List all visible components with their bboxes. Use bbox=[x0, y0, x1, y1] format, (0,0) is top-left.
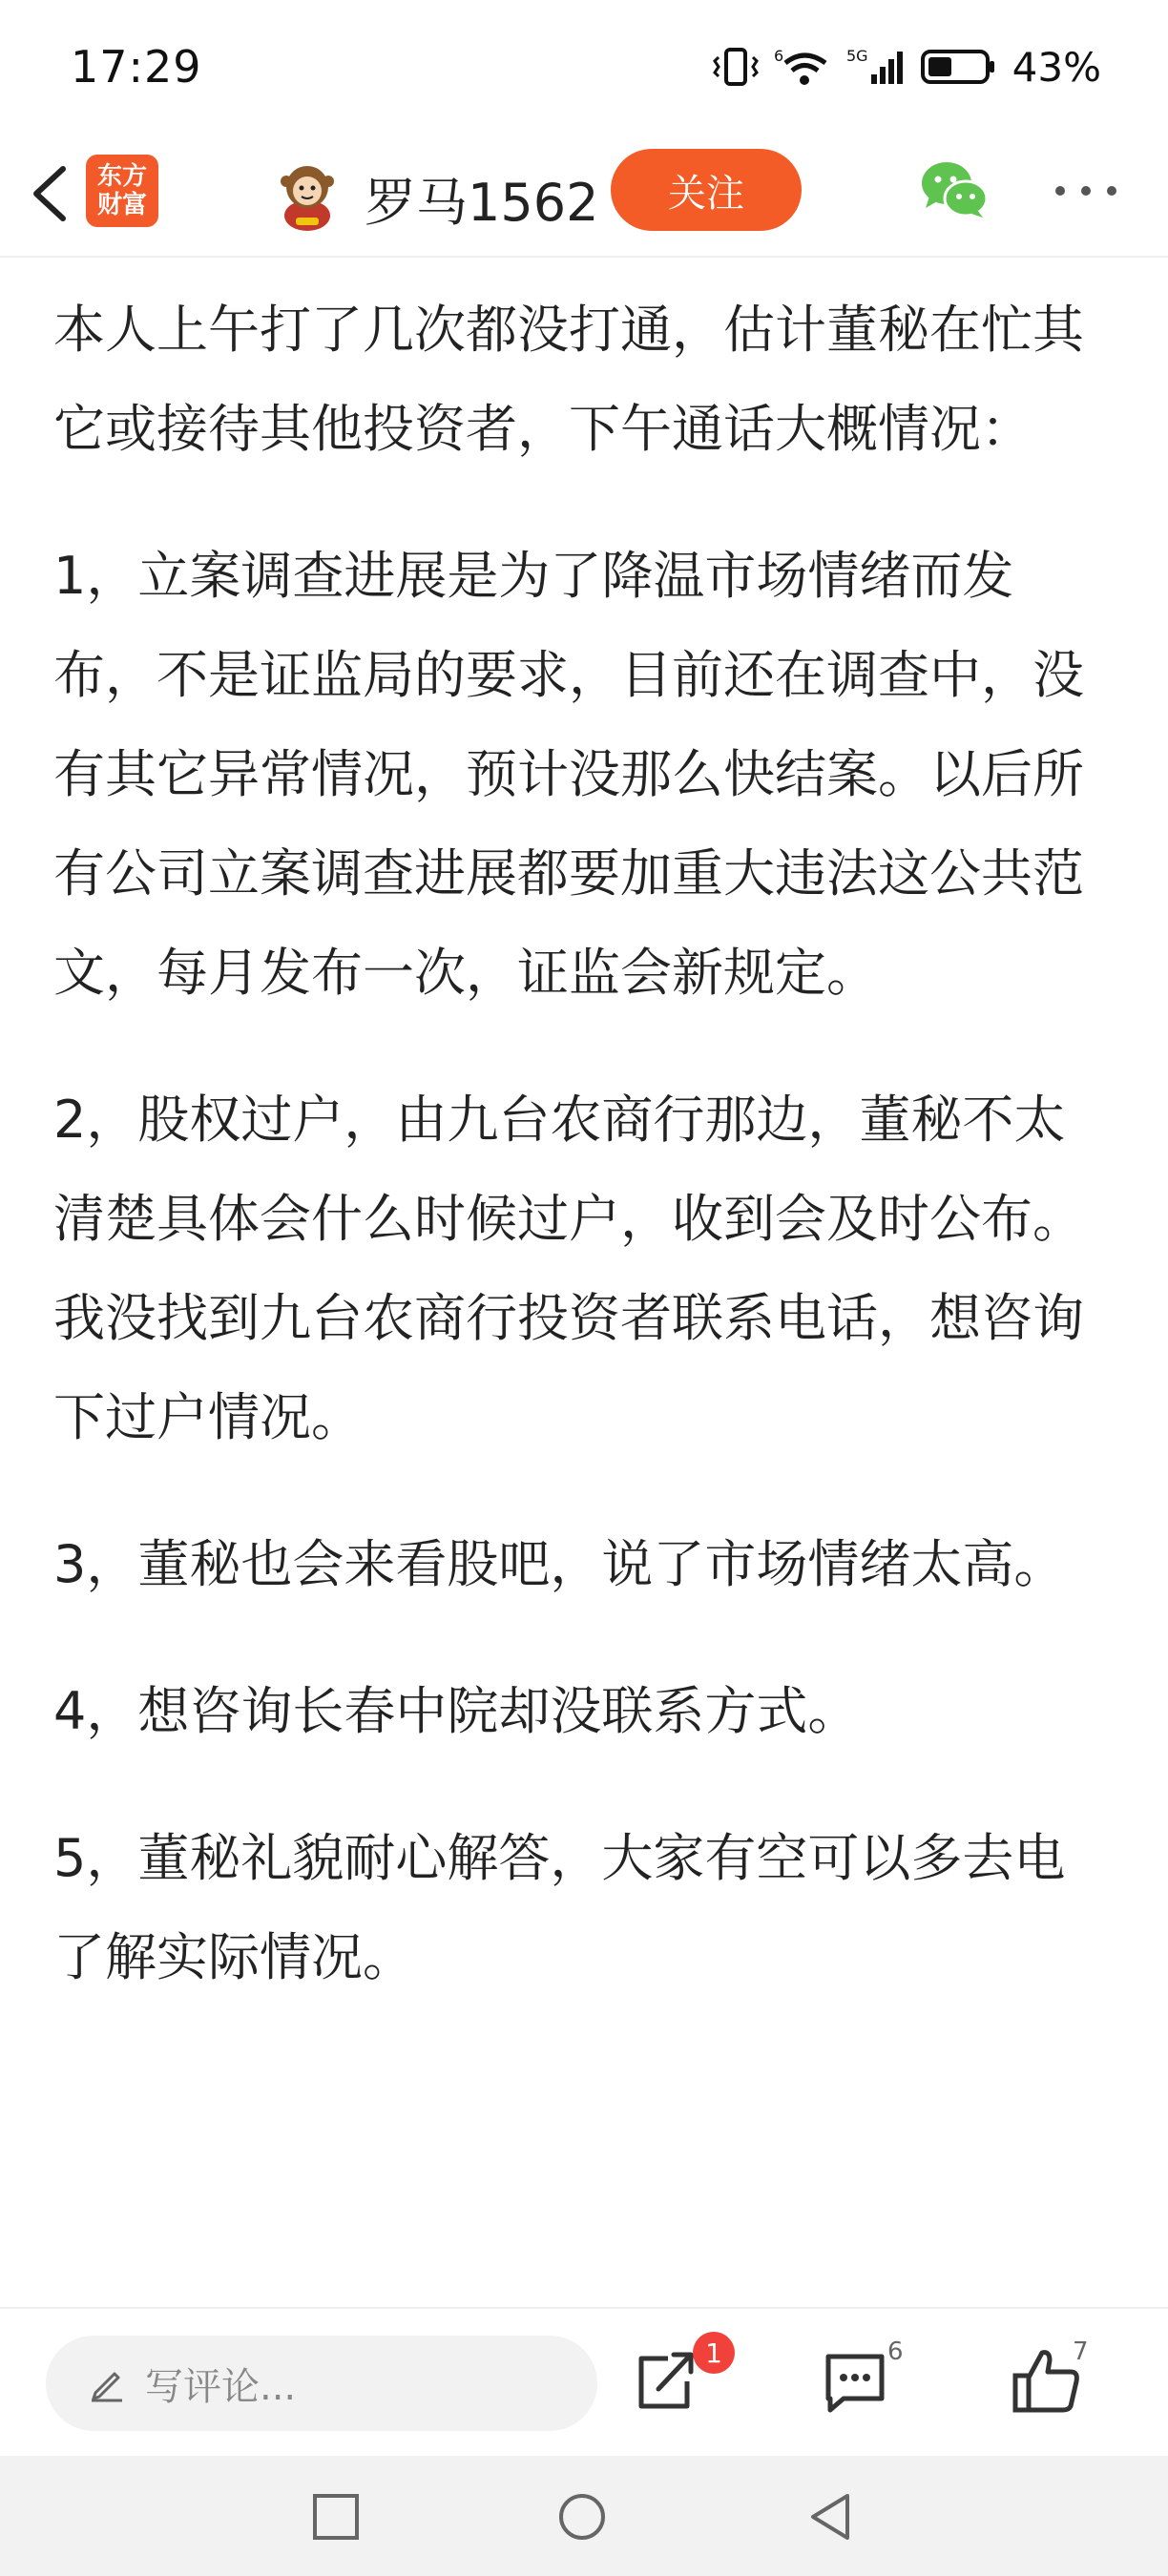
paragraph-2: 2，股权过户，由九台农商行那边，董秘不太清楚具体会什么时候过户，收到会及时公布。我没找到九台农商行投资者联系电话，想咨询下过户情况。 bbox=[53, 1090, 1084, 1447]
comment-input[interactable] bbox=[46, 2336, 597, 2431]
paragraph-intro: 本人上午打了几次都没打通，估计董秘在忙其它或接待其他投资者，下午通话大概情况： bbox=[53, 300, 1084, 459]
battery-icon bbox=[921, 46, 997, 88]
battery-percent: 43% bbox=[1012, 43, 1101, 91]
recent-apps-icon[interactable] bbox=[309, 2490, 363, 2544]
pencil-icon bbox=[88, 2364, 126, 2402]
status-icons bbox=[711, 44, 1101, 91]
bottom-action-bar bbox=[0, 2307, 1168, 2456]
status-time: 17:29 bbox=[71, 41, 202, 93]
svg-text:6: 6 bbox=[773, 47, 783, 65]
paragraph-4: 4，想咨询长春中院却没联系方式。 bbox=[53, 1681, 860, 1741]
paragraph-1: 1，立案调查进展是为了降温市场情绪而发布，不是证监局的要求，目前还在调查中，没有其它异常情况，预计没那么快结案。以后所有公司立案调查进展都要加重大违法这公共范文，每月发布一次，证监会新规定。 bbox=[53, 546, 1084, 1003]
follow-button[interactable]: 关注 bbox=[611, 149, 802, 231]
back-arrow-icon bbox=[29, 163, 71, 224]
vibrate-icon bbox=[711, 46, 761, 88]
comment-icon[interactable] bbox=[821, 2343, 889, 2420]
paragraph-5: 5，董秘礼貌耐心解答，大家有空可以多去电了解实际情况。 bbox=[53, 1828, 1066, 1987]
app-logo-line2: 财富 bbox=[96, 191, 147, 219]
back-button[interactable] bbox=[21, 160, 78, 227]
app-logo-line1: 东方 bbox=[96, 162, 147, 191]
share-icon[interactable] bbox=[630, 2343, 699, 2420]
nav-back-icon[interactable] bbox=[803, 2490, 857, 2544]
system-nav-bar bbox=[0, 2456, 1168, 2576]
share-badge: 1 bbox=[693, 2332, 735, 2374]
wechat-icon[interactable] bbox=[920, 158, 989, 221]
cellular-signal-icon bbox=[846, 46, 907, 88]
home-icon[interactable] bbox=[555, 2490, 609, 2544]
post-header bbox=[0, 134, 1168, 258]
wifi-icon bbox=[774, 46, 833, 88]
more-icon[interactable] bbox=[1055, 172, 1116, 210]
svg-text:5G: 5G bbox=[845, 47, 868, 65]
comment-placeholder: 写评论... bbox=[145, 2364, 297, 2409]
like-count: 7 bbox=[1073, 2337, 1089, 2366]
author-avatar[interactable] bbox=[273, 156, 342, 233]
status-bar bbox=[0, 0, 1168, 134]
app-logo[interactable] bbox=[86, 155, 158, 227]
paragraph-3: 3，董秘也会来看股吧，说了市场情绪太高。 bbox=[53, 1534, 1066, 1594]
author-name[interactable]: 罗马1562 bbox=[365, 173, 599, 233]
comment-count: 6 bbox=[887, 2337, 904, 2366]
post-body bbox=[53, 280, 1113, 2055]
